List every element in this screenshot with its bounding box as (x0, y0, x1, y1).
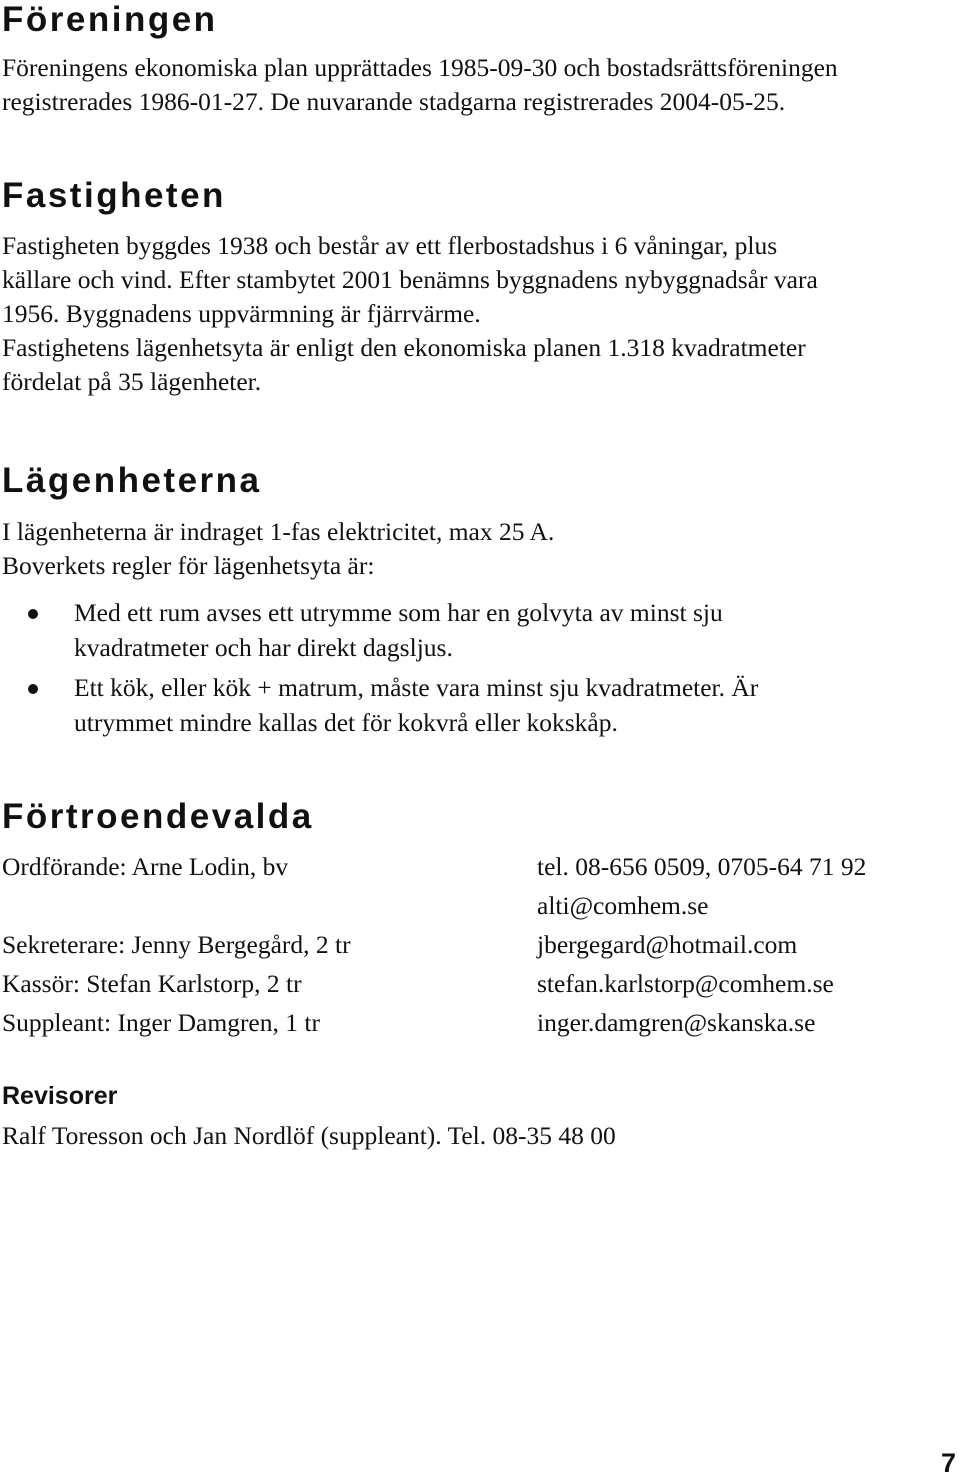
bullet-line: utrymmet mindre kallas det för kokvrå eller kokskåp. (74, 708, 618, 737)
bullet-item (0, 670, 758, 740)
board-member-row (2, 966, 942, 1002)
section-heading-lagenheterna: Lägenheterna (2, 461, 262, 500)
bullet-icon (28, 609, 38, 619)
board-member-row (2, 888, 942, 924)
bullet-line: Med ett rum avses ett utrymme som har en golvyta av minst sju (74, 598, 723, 627)
paragraph-line: I lägenheterna är indraget 1-fas elektricitet, max 25 A. (2, 517, 555, 546)
section-heading-revisorer: Revisorer (2, 1082, 118, 1110)
section-heading-fortroendevalda: Förtroendevalda (2, 797, 314, 836)
paragraph-line: Fastigheten byggdes 1938 och består av ett flerbostadshus i 6 våningar, plus (2, 231, 778, 260)
board-member-role: Sekreterare: Jenny Bergegård, 2 tr (2, 930, 351, 959)
paragraph-line: 1956. Byggnadens uppvärmning är fjärrvärme. (2, 299, 481, 328)
paragraph-line: Föreningens ekonomiska plan upprättades 1985-09-30 och bostadsrättsföreningen (2, 53, 838, 82)
board-member-contact: tel. 08-656 0509, 0705-64 71 92 (537, 852, 867, 881)
rules-bullet-list (0, 595, 758, 740)
revisorer-text: Ralf Toresson och Jan Nordlöf (suppleant). Tel. 08-35 48 00 (2, 1121, 616, 1150)
board-member-contact: alti@comhem.se (537, 891, 709, 920)
board-member-role: Kassör: Stefan Karlstorp, 2 tr (2, 969, 302, 998)
bullet-line: kvadratmeter och har direkt dagsljus. (74, 633, 453, 662)
fastigheten-paragraph (2, 229, 818, 399)
lagenheterna-paragraph (2, 515, 554, 583)
section-heading-foreningen: Föreningen (2, 0, 218, 39)
board-member-row (2, 849, 942, 885)
board-member-row (2, 1005, 942, 1041)
bullet-item (0, 595, 758, 665)
paragraph-line: Boverkets regler för lägenhetsyta är: (2, 551, 375, 580)
board-member-contact: inger.damgren@skanska.se (537, 1008, 816, 1037)
board-member-role: Suppleant: Inger Damgren, 1 tr (2, 1008, 320, 1037)
paragraph-line: källare och vind. Efter stambytet 2001 benämns byggnadens nybyggnadsår vara (2, 265, 818, 294)
board-member-role: Ordförande: Arne Lodin, bv (2, 852, 289, 881)
board-member-contact: jbergegard@hotmail.com (537, 930, 798, 959)
paragraph-line: registrerades 1986-01-27. De nuvarande stadgarna registrerades 2004-05-25. (2, 87, 786, 116)
board-member-row (2, 927, 942, 963)
section-heading-fastigheten: Fastigheten (2, 176, 226, 215)
foreningen-paragraph (2, 51, 838, 119)
paragraph-line: Fastighetens lägenhetsyta är enligt den ekonomiska planen 1.318 kvadratmeter (2, 333, 806, 362)
page-number: 7 (940, 1448, 956, 1478)
paragraph-line: fördelat på 35 lägenheter. (2, 367, 262, 396)
bullet-line: Ett kök, eller kök + matrum, måste vara minst sju kvadratmeter. Är (74, 673, 759, 702)
bullet-icon (28, 684, 38, 694)
board-member-contact: stefan.karlstorp@comhem.se (537, 969, 834, 998)
